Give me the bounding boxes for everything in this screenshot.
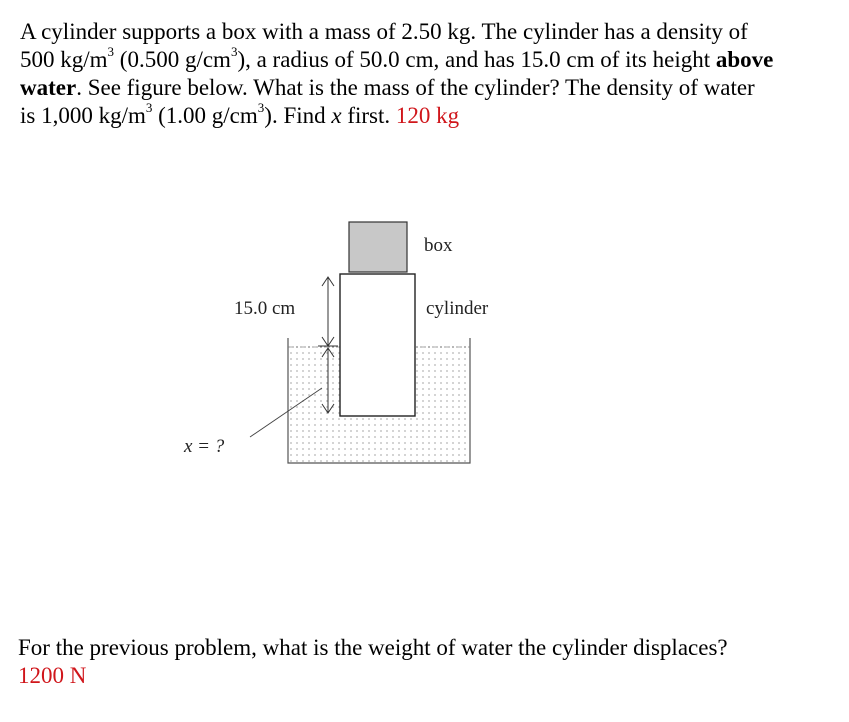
problem-statement (20, 18, 840, 130)
superscript: 3 (145, 100, 153, 116)
problem-line-2a: 500 kg/m (20, 47, 108, 72)
problem-line-4c: ). Find (264, 103, 332, 128)
followup-question-block (18, 634, 838, 690)
problem-line-3: . See figure below. What is the mass of the cylinder? The density of water (76, 75, 755, 100)
figure-diagram (150, 200, 530, 480)
x-label: x = ? (184, 436, 225, 457)
box-label: box (424, 235, 453, 256)
problem-line-2c: ), a radius of 50.0 cm, and has 15.0 cm of its height (237, 47, 716, 72)
superscript: 3 (107, 44, 115, 60)
problem-line-4d: first. (341, 103, 396, 128)
problem-line-4b: (1.00 g/cm (152, 103, 258, 128)
bold-above: above (715, 47, 774, 72)
box (349, 222, 407, 272)
problem-line-2b: (0.500 g/cm (114, 47, 231, 72)
height-label: 15.0 cm (234, 298, 296, 319)
followup-question: For the previous problem, what is the weight of water the cylinder displaces? (18, 635, 728, 660)
superscript: 3 (230, 44, 238, 60)
answer-weight: 1200 N (18, 663, 87, 688)
answer-mass: 120 kg (395, 103, 460, 128)
bold-water: water (20, 75, 77, 100)
cylinder (340, 274, 415, 416)
superscript: 3 (257, 100, 265, 116)
variable-x: x (331, 103, 342, 128)
problem-line-4a: is 1,000 kg/m (20, 103, 146, 128)
cylinder-label: cylinder (426, 298, 489, 319)
problem-line-1: A cylinder supports a box with a mass of 2.50 kg. The cylinder has a density of (20, 19, 748, 44)
